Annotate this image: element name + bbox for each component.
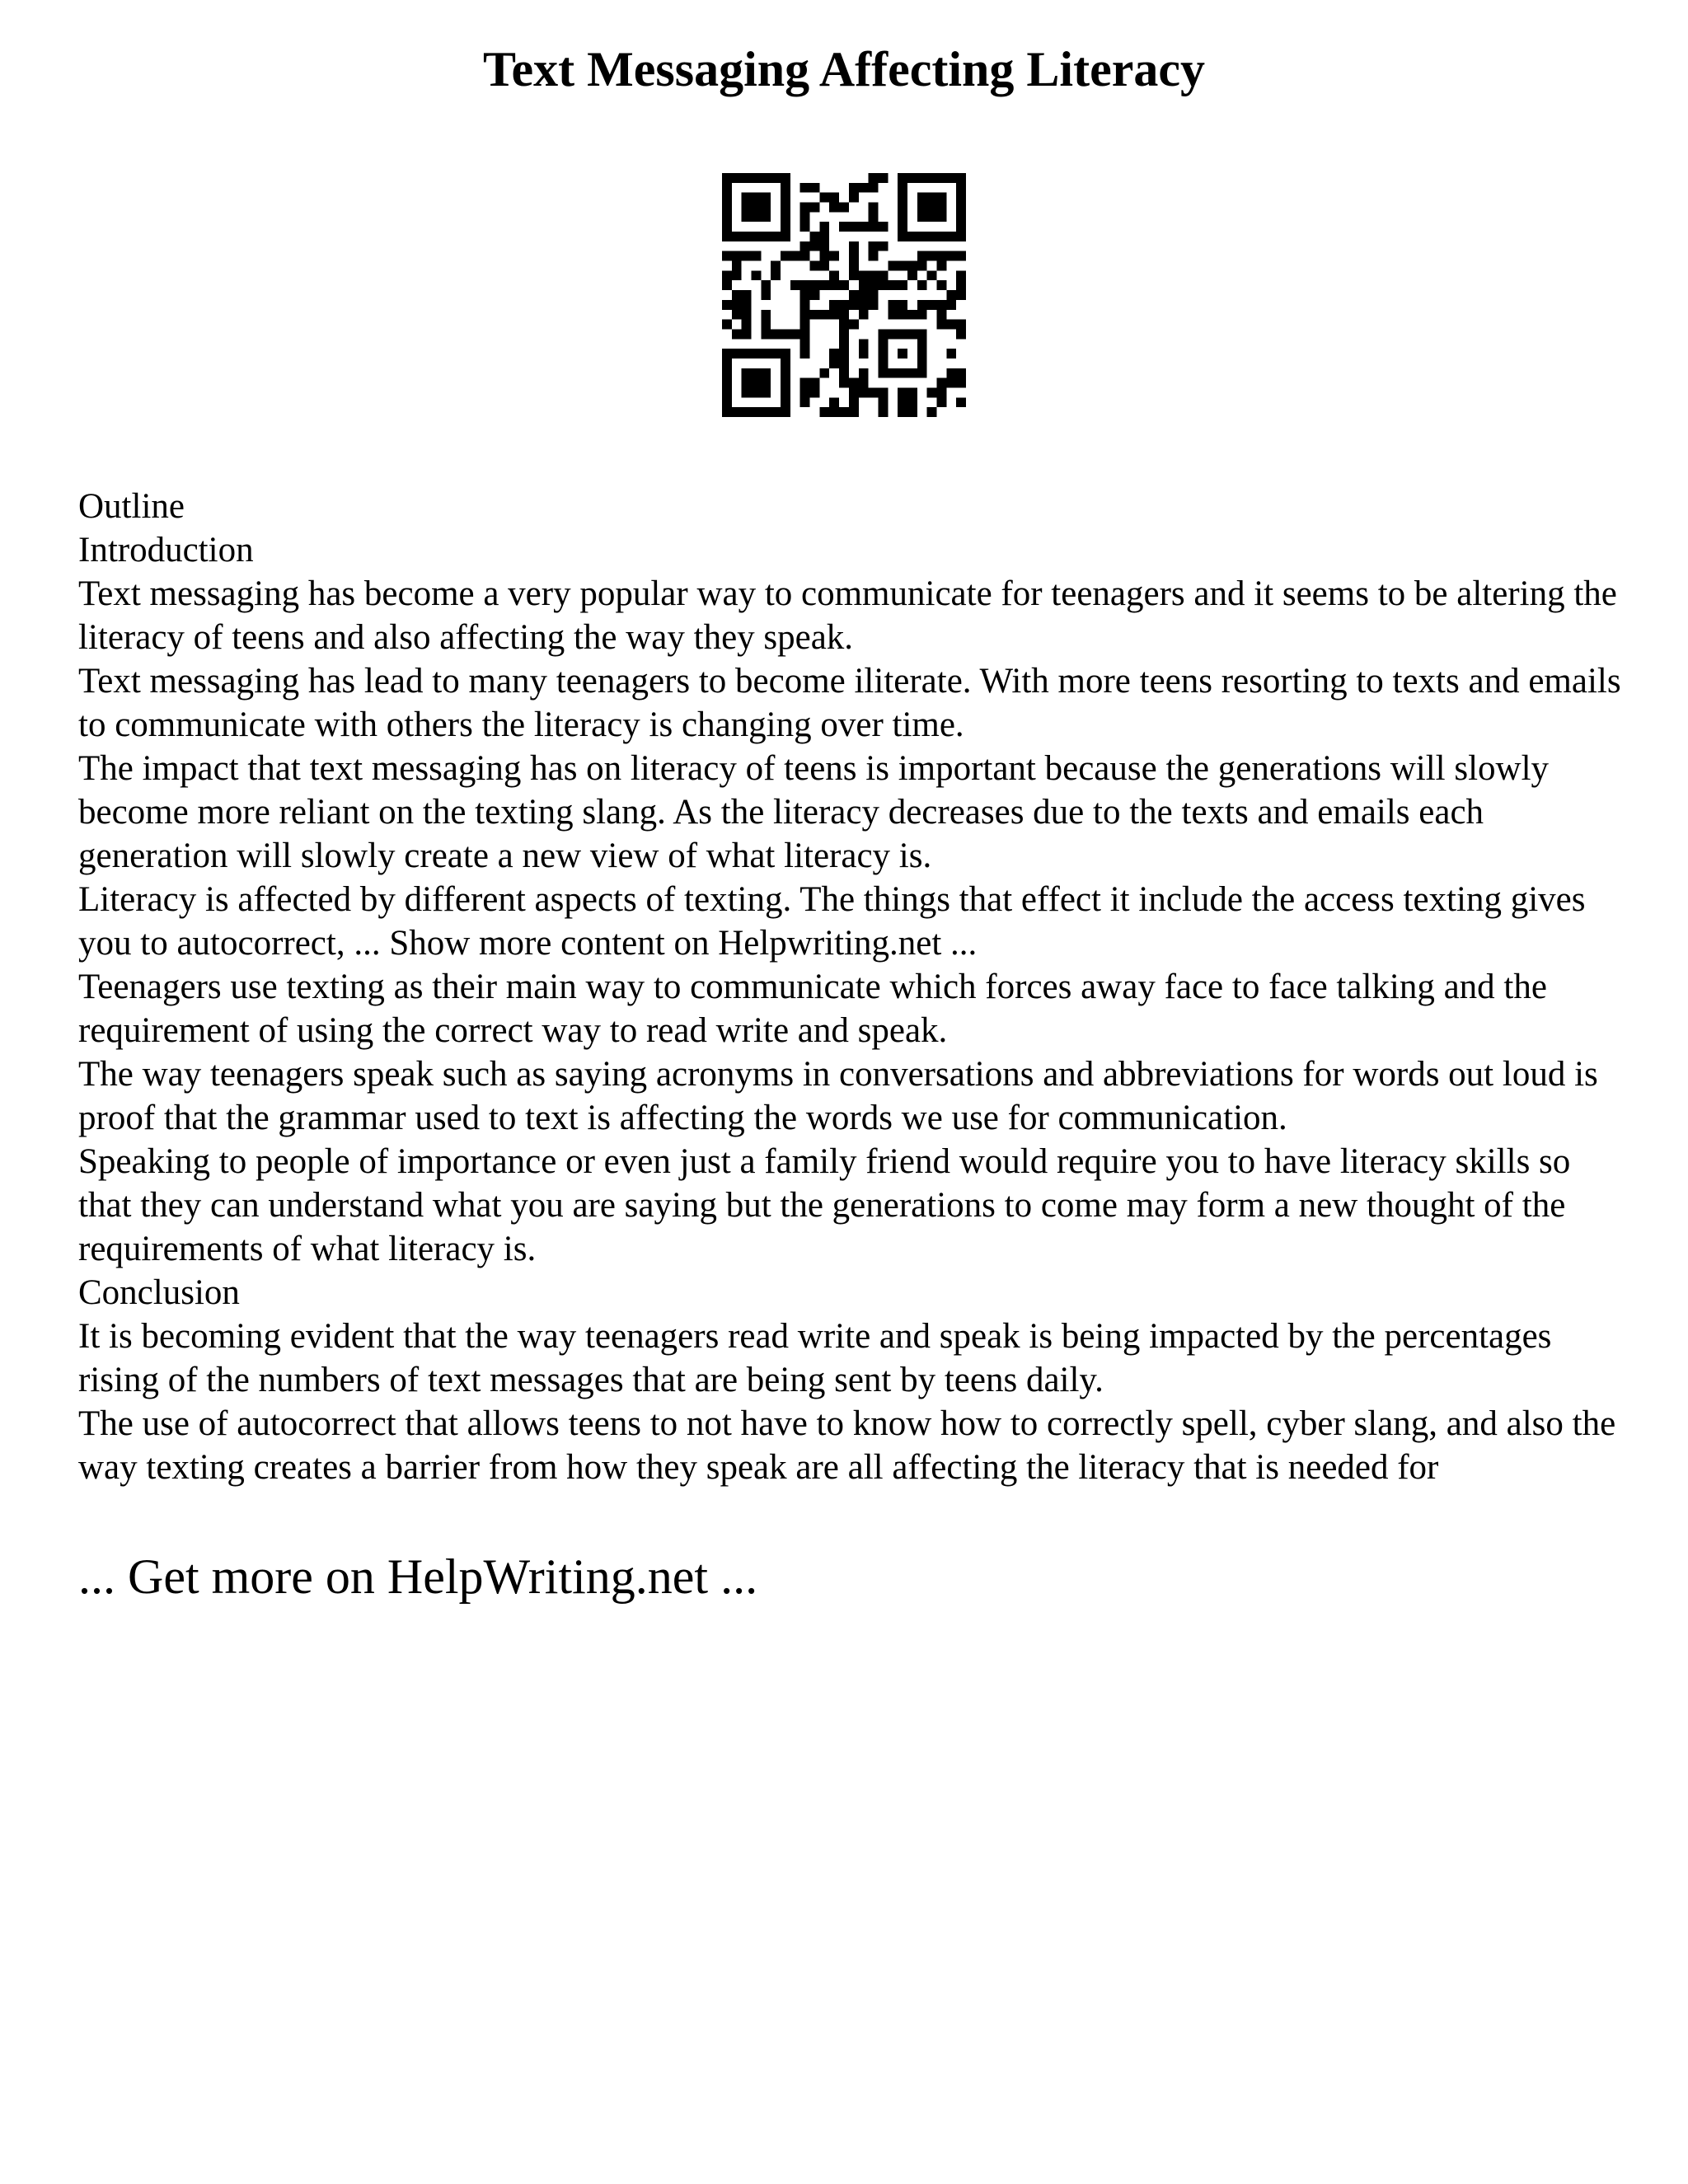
outline-heading: Outline (78, 487, 185, 526)
paragraph: Speaking to people of importance or even just a family friend would require you to have literacy skills so that they can understand what you are saying but the generations to come may form a new thought of the requirements of what literacy is. (78, 1142, 1571, 1268)
get-more-link[interactable]: ... Get more on HelpWriting.net ... (78, 1549, 758, 1604)
conclusion-heading: Conclusion (78, 1273, 240, 1312)
paragraph: Literacy is affected by different aspects of texting. The things that effect it include the access texting gives you to autocorrect, ... Show more content on Helpwriting.net ... (78, 880, 1586, 963)
paragraph: Text messaging has become a very popular way to communicate for teenagers and it seems to be altering the literacy of teens and also affecting the way they speak. (78, 574, 1617, 657)
paragraph: Text messaging has lead to many teenagers to become iliterate. With more teens resorting to texts and emails to communicate with others the literacy is changing over time. (78, 662, 1621, 744)
document-body (78, 485, 1628, 1489)
qr-code-icon (722, 173, 966, 417)
paragraph: The use of autocorrect that allows teens to not have to know how to correctly spell, cyber slang, and also the way texting creates a barrier from how they speak are all affecting the literacy that is needed for (78, 1404, 1616, 1487)
introduction-heading: Introduction (78, 531, 254, 569)
paragraph: The way teenagers speak such as saying acronyms in conversations and abbreviations for words out loud is proof that the grammar used to text is affecting the words we use for communication. (78, 1055, 1598, 1137)
paragraph: Teenagers use texting as their main way to communicate which forces away face to face talking and the requirement of using the correct way to read write and speak. (78, 968, 1547, 1050)
paragraph: The impact that text messaging has on literacy of teens is important because the generations will slowly become more reliant on the texting slang. As the literacy decreases due to the texts and emails each generation will slowly create a new view of what literacy is. (78, 749, 1550, 875)
paragraph: It is becoming evident that the way teenagers read write and speak is being impacted by the percentages rising of the numbers of text messages that are being sent by teens daily. (78, 1317, 1552, 1399)
document-title: Text Messaging Affecting Literacy (483, 42, 1205, 96)
